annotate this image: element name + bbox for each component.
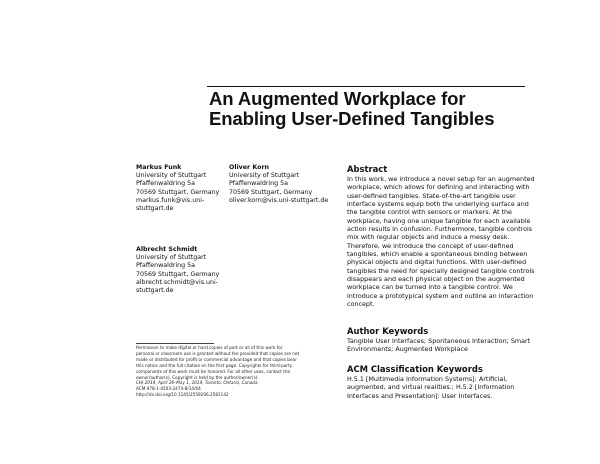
acm-heading: ACM Classification Keywords [347,364,483,374]
abstract-line: workplace can be turned into a tangible control. We [347,283,513,292]
abstract-line: tangibles, which enable a spontaneous binding between [347,250,528,259]
author-address: 70569 Stuttgart, Germany [136,188,220,196]
author-affiliation: University of Stuttgart [229,172,300,180]
copyright-line: made or distributed for profit or commercial advantage and that copies bear [136,356,297,362]
title-line: An Augmented Workplace for [209,88,466,109]
copyright-line: components of this work must be honored. For all other uses, contact the [136,368,291,374]
abstract-line: user-defined tangibles. State-of-the-art tangible user [347,191,516,200]
author-name: Markus Funk [136,164,182,171]
author-address: 70569 Stuttgart, Germany [229,188,313,196]
author-block [229,164,328,205]
paper-title [209,89,589,129]
copyright-line: CHI 2014, April 26–May 1, 2014, Toronto, Ontario, Canada. [136,380,259,386]
abstract-line: In this work, we introduce a novel setup for an augmented [347,175,535,183]
abstract-line: the tangible control with sensors or markers. At the [347,208,512,217]
abstract-heading: Abstract [347,164,388,174]
author-affiliation: University of Stuttgart [136,254,207,262]
abstract-line: interface systems equip both the underlying surface and [347,200,529,209]
abstract-line: workplace, having one unique tangible for each available [347,216,531,225]
copyright-rule [136,343,214,344]
author-email: markus.funk@vis.uni- [136,196,205,204]
copyright-line: this notice and the full citation on the first page. Copyrights for third-party [136,362,293,368]
title-line: Enabling User-Defined Tangibles [209,108,495,129]
abstract-body [347,175,535,309]
keywords-body [347,337,532,354]
author-email: stuttgart.de [136,205,174,213]
author-address: Pfaffenwaldring 5a [136,180,196,188]
author-email: albrecht.schmidt@vis.uni- [136,278,218,286]
copyright-line: personal or classroom use is granted without fee provided that copies are not [136,350,300,356]
abstract-line: concept. [347,300,375,309]
author-email: stuttgart.de [136,287,174,295]
author-address: 70569 Stuttgart, Germany [136,270,220,278]
keywords-line: Tangible User Interfaces; Spontaneous Interaction; Smart [347,337,531,345]
acm-line: Interfaces and Presentation]: User Interfaces. [347,391,493,400]
abstract-line: mix with regular objects and induce a messy desk. [347,233,510,242]
author-name: Albrecht Schmidt [136,246,198,253]
abstract-line: action results in confusion. Furthermore, tangible controls [347,225,533,234]
author-affiliation: University of Stuttgart [136,172,207,180]
abstract-line: physical objects and digital functions. With user-defined [347,258,527,267]
abstract-line: tangibles the need for specially designed tangible controls [347,266,535,275]
copyright-line: Permission to make digital or hard copies of part or all of this work for [136,345,283,350]
author-name: Oliver Korn [229,164,270,171]
abstract-line: disappears and each physical object on the augmented [347,275,525,284]
keywords-heading: Author Keywords [347,326,429,336]
acm-line: augmented, and virtual realities.; H.5.2 [Information [347,383,515,392]
author-address: Pfaffenwaldring 5a [229,180,289,188]
abstract-line: Therefore, we introduce the concept of user-defined [347,241,514,250]
acm-body [347,375,532,400]
doi-link[interactable]: http://dx.doi.org/10.1145/2559206.2581142 [136,392,229,398]
abstract-line: workplace, which allows for defining and interacting with [347,183,530,192]
copyright-line: ACM 978-1-4503-2474-8/14/04. [136,386,203,392]
acm-line: H.5.1 [Multimedia Information Systems]: Artificial, [347,375,508,383]
author-address: Pfaffenwaldring 5a [136,262,196,270]
copyright-notice [136,345,332,398]
author-email: oliver.korn@vis.uni-stuttgart.de [229,196,329,204]
abstract-line: introduce a prototypical system and outline an interaction [347,291,534,300]
copyright-line: owner/author(s). Copyright is held by the author/owner(s). [136,374,259,380]
author-block [136,164,219,213]
keywords-line: Environments; Augmented Workplace [347,345,468,354]
author-block [136,246,219,295]
